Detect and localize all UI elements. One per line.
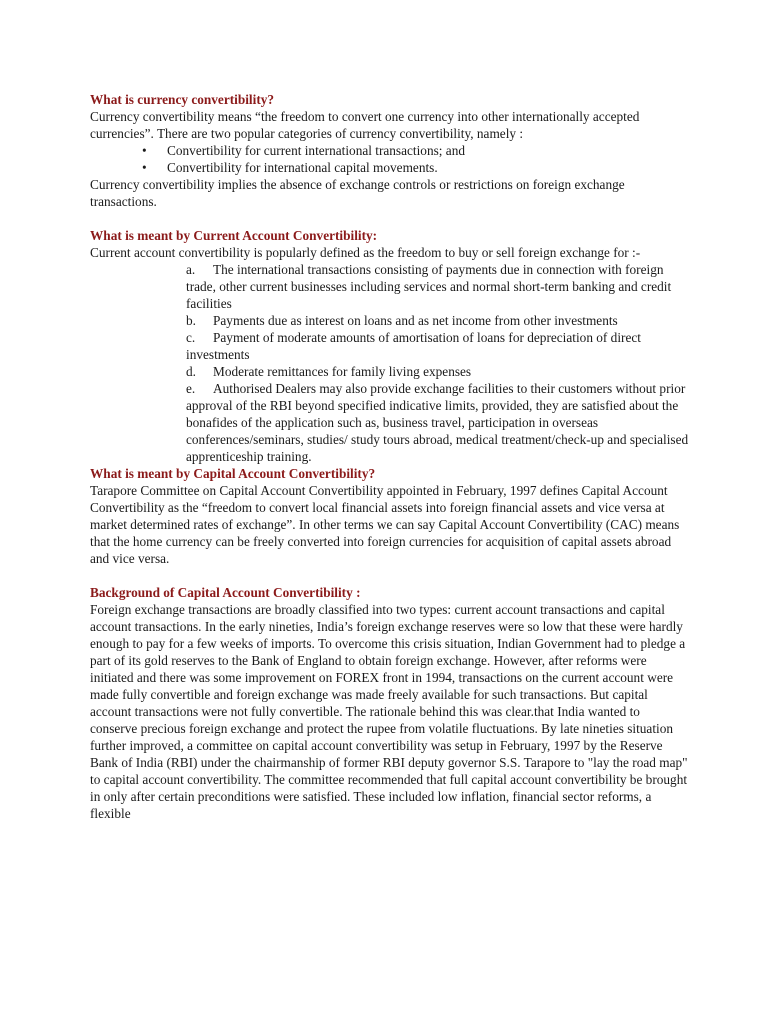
list-item-text: Convertibility for international capital movements. [167,160,438,175]
list-item [186,329,690,363]
list-label: a. [186,262,196,277]
list-item-text: Payment of moderate amounts of amortisation of loans for depreciation of direct investments [186,330,641,362]
heading-currency-convertibility: What is currency convertibility? [90,92,275,107]
bullet-icon: • [142,143,147,158]
heading-capital-account-convertibility: What is meant by Capital Account Convertibility? [90,466,376,481]
spacer [90,210,690,227]
list-item-text: Authorised Dealers may also provide exchange facilities to their customers without prior approval of the RBI beyond specified indicative limits, provided, they are satisfied about the bonafides of the application such as, business travel, participation in overseas conferences/seminars, studies/ study tours abroad, medical treatment/check-up and specialised apprenticeship training. [186,381,689,464]
heading-current-account-convertibility: What is meant by Current Account Convertibility: [90,228,378,243]
document-page [90,91,690,822]
paragraph: Currency convertibility implies the absence of exchange controls or restrictions on foreign exchange transactions. [90,177,625,209]
list-item [186,380,690,465]
lettered-list [90,261,690,465]
paragraph: Foreign exchange transactions are broadly classified into two types: current account transactions and capital account transactions. In the early nineties, India’s foreign exchange reserves were so low that these were hardly enough to pay for a few weeks of imports. To overcome this crisis situation, Indian Government had to pledge a part of its gold reserves to the Bank of England to obtain foreign exchange. However, after reforms were initiated and there was some improvement on FOREX front in 1994, transactions on the current account were made fully convertible and foreign exchange was made freely available for such transactions. But capital account transactions were not fully convertible. The rationale behind this was clear.that India wanted to conserve precious foreign exchange and protect the rupee from volatile fluctuations. By late nineties situation further improved, a committee on capital account convertibility was setup in February, 1997 by the Reserve Bank of India (RBI) under the chairmanship of former RBI deputy governor S.S. Tarapore to "lay the road map" to capital account convertibility. The committee recommended that full capital account convertibility be brought in only after certain preconditions were satisfied. These included low inflation, financial sector reforms, a flexible [90,602,688,821]
paragraph: Current account convertibility is popularly defined as the freedom to buy or sell foreign exchange for :- [90,245,641,260]
spacer [90,567,690,584]
list-item-text: The international transactions consisting of payments due in connection with foreign trade, other current businesses including services and normal short-term banking and credit facilities [186,262,672,311]
bullet-icon: • [142,160,147,175]
list-item [186,312,690,329]
list-item-text: Convertibility for current international transactions; and [167,143,465,158]
paragraph: Tarapore Committee on Capital Account Convertibility appointed in February, 1997 defines Capital Account Convertibility as the “freedom to convert local financial assets into foreign financial assets and vice versa at market determined rates of exchange”. In other terms we can say Capital Account Convertibility (CAC) means that the home currency can be freely converted into foreign currencies for acquisition of capital assets abroad and vice versa. [90,483,680,566]
paragraph: Currency convertibility means “the freedom to convert one currency into other internationally accepted currencies”. There are two popular categories of currency convertibility, namely : [90,109,640,141]
list-label: b. [186,313,196,328]
list-label: c. [186,330,196,345]
bullet-list [90,142,690,176]
list-item [186,261,690,312]
list-item [90,159,690,176]
list-label: e. [186,381,196,396]
heading-background-cac: Background of Capital Account Convertibility : [90,585,361,600]
list-item [90,142,690,159]
list-item [186,363,690,380]
list-label: d. [186,364,196,379]
list-item-text: Moderate remittances for family living expenses [213,364,472,379]
list-item-text: Payments due as interest on loans and as net income from other investments [213,313,618,328]
